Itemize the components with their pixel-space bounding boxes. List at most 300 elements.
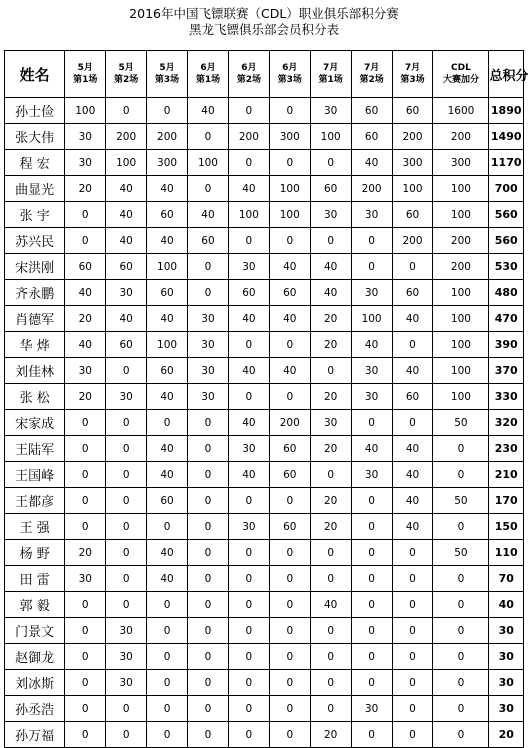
table-row bbox=[5, 332, 524, 358]
score-cell: 30 bbox=[106, 280, 147, 306]
total-score-cell: 210 bbox=[489, 462, 524, 488]
score-cell: 0 bbox=[310, 150, 351, 176]
column-header-round bbox=[310, 51, 351, 98]
score-cell: 60 bbox=[269, 436, 310, 462]
total-score-cell: 1490 bbox=[489, 124, 524, 150]
score-cell: 20 bbox=[65, 384, 106, 410]
column-header-total: 总积分 bbox=[489, 51, 524, 98]
column-header-round bbox=[228, 51, 269, 98]
score-cell: 40 bbox=[392, 358, 433, 384]
score-cell: 0 bbox=[269, 98, 310, 124]
score-cell: 40 bbox=[310, 592, 351, 618]
total-score-cell: 40 bbox=[489, 592, 524, 618]
score-cell: 0 bbox=[351, 644, 392, 670]
table-row bbox=[5, 540, 524, 566]
member-name-cell: 张 宇 bbox=[5, 202, 65, 228]
score-cell: 300 bbox=[433, 150, 489, 176]
member-name-cell: 孙万福 bbox=[5, 722, 65, 748]
column-header-round-label: 第3场 bbox=[277, 75, 302, 85]
column-header-round bbox=[106, 51, 147, 98]
page-title: 2016年中国飞镖联赛（CDL）职业俱乐部积分赛 bbox=[129, 6, 399, 21]
score-cell: 60 bbox=[147, 202, 188, 228]
score-cell: 0 bbox=[392, 670, 433, 696]
score-cell: 100 bbox=[433, 202, 489, 228]
score-cell: 0 bbox=[65, 618, 106, 644]
total-score-cell: 370 bbox=[489, 358, 524, 384]
score-cell: 30 bbox=[351, 280, 392, 306]
score-cell: 0 bbox=[433, 618, 489, 644]
score-cell: 0 bbox=[188, 566, 229, 592]
score-cell: 100 bbox=[433, 306, 489, 332]
member-name-cell: 苏兴民 bbox=[5, 228, 65, 254]
score-cell: 30 bbox=[228, 436, 269, 462]
score-cell: 0 bbox=[269, 618, 310, 644]
score-cell: 200 bbox=[106, 124, 147, 150]
table-row bbox=[5, 384, 524, 410]
score-cell: 40 bbox=[188, 202, 229, 228]
score-cell: 20 bbox=[310, 332, 351, 358]
score-cell: 20 bbox=[310, 488, 351, 514]
table-row bbox=[5, 176, 524, 202]
score-cell: 30 bbox=[106, 618, 147, 644]
table-body bbox=[5, 98, 524, 748]
score-cell: 0 bbox=[351, 514, 392, 540]
score-cell: 100 bbox=[392, 176, 433, 202]
score-cell: 40 bbox=[147, 384, 188, 410]
score-cell: 30 bbox=[351, 358, 392, 384]
member-name-cell: 宋家成 bbox=[5, 410, 65, 436]
column-header-round-label: 第1场 bbox=[318, 75, 343, 85]
score-cell: 50 bbox=[433, 410, 489, 436]
total-score-cell: 20 bbox=[489, 722, 524, 748]
score-cell: 0 bbox=[188, 280, 229, 306]
score-cell: 30 bbox=[65, 150, 106, 176]
member-name-cell: 郭 毅 bbox=[5, 592, 65, 618]
table-row bbox=[5, 306, 524, 332]
score-cell: 30 bbox=[351, 384, 392, 410]
score-cell: 0 bbox=[392, 592, 433, 618]
score-cell: 60 bbox=[351, 124, 392, 150]
score-cell: 0 bbox=[310, 228, 351, 254]
score-cell: 0 bbox=[392, 618, 433, 644]
column-header-month: 5月 bbox=[77, 63, 93, 73]
column-header-month: 6月 bbox=[241, 63, 257, 73]
score-cell: 0 bbox=[188, 254, 229, 280]
score-cell: 200 bbox=[433, 228, 489, 254]
score-cell: 0 bbox=[65, 436, 106, 462]
column-header-month: 6月 bbox=[282, 63, 298, 73]
score-cell: 0 bbox=[228, 566, 269, 592]
member-name-cell: 华 烨 bbox=[5, 332, 65, 358]
score-cell: 60 bbox=[228, 280, 269, 306]
score-cell: 60 bbox=[269, 514, 310, 540]
score-cell: 60 bbox=[392, 384, 433, 410]
score-cell: 0 bbox=[433, 566, 489, 592]
score-cell: 200 bbox=[433, 124, 489, 150]
score-cell: 0 bbox=[392, 254, 433, 280]
score-cell: 40 bbox=[147, 436, 188, 462]
member-name-cell: 程 宏 bbox=[5, 150, 65, 176]
score-cell: 0 bbox=[65, 722, 106, 748]
score-cell: 30 bbox=[65, 358, 106, 384]
table-row bbox=[5, 488, 524, 514]
score-cell: 100 bbox=[228, 202, 269, 228]
score-cell: 40 bbox=[351, 332, 392, 358]
score-cell: 40 bbox=[106, 176, 147, 202]
member-name-cell: 刘佳林 bbox=[5, 358, 65, 384]
score-cell: 0 bbox=[433, 670, 489, 696]
table-row bbox=[5, 98, 524, 124]
score-cell: 0 bbox=[351, 722, 392, 748]
score-cell: 0 bbox=[351, 254, 392, 280]
score-cell: 0 bbox=[147, 410, 188, 436]
score-cell: 40 bbox=[269, 306, 310, 332]
score-cell: 200 bbox=[269, 410, 310, 436]
score-cell: 0 bbox=[269, 150, 310, 176]
table-row bbox=[5, 644, 524, 670]
score-cell: 0 bbox=[351, 228, 392, 254]
total-score-cell: 390 bbox=[489, 332, 524, 358]
total-score-cell: 30 bbox=[489, 618, 524, 644]
score-cell: 100 bbox=[351, 306, 392, 332]
score-cell: 0 bbox=[392, 566, 433, 592]
table-row bbox=[5, 670, 524, 696]
table-row bbox=[5, 410, 524, 436]
member-name-cell: 赵御龙 bbox=[5, 644, 65, 670]
score-cell: 40 bbox=[228, 176, 269, 202]
score-cell: 0 bbox=[106, 358, 147, 384]
score-cell: 40 bbox=[65, 332, 106, 358]
member-name-cell: 宋洪刚 bbox=[5, 254, 65, 280]
score-cell: 300 bbox=[269, 124, 310, 150]
score-cell: 40 bbox=[147, 462, 188, 488]
column-header-month: 7月 bbox=[363, 63, 380, 73]
table-row bbox=[5, 566, 524, 592]
score-cell: 40 bbox=[147, 176, 188, 202]
score-cell: 30 bbox=[188, 384, 229, 410]
table-row bbox=[5, 124, 524, 150]
score-cell: 0 bbox=[351, 670, 392, 696]
score-cell: 0 bbox=[106, 436, 147, 462]
score-cell: 100 bbox=[147, 254, 188, 280]
score-cell: 0 bbox=[433, 696, 489, 722]
member-name-cell: 齐永鹏 bbox=[5, 280, 65, 306]
score-cell: 40 bbox=[310, 254, 351, 280]
score-cell: 30 bbox=[310, 98, 351, 124]
table-row bbox=[5, 358, 524, 384]
score-cell: 0 bbox=[106, 722, 147, 748]
score-cell: 0 bbox=[351, 488, 392, 514]
score-cell: 200 bbox=[147, 124, 188, 150]
column-header-round bbox=[188, 51, 229, 98]
member-name-cell: 张 松 bbox=[5, 384, 65, 410]
score-cell: 0 bbox=[351, 540, 392, 566]
score-cell: 40 bbox=[228, 410, 269, 436]
score-cell: 30 bbox=[106, 670, 147, 696]
score-cell: 0 bbox=[147, 696, 188, 722]
score-cell: 0 bbox=[188, 176, 229, 202]
score-cell: 0 bbox=[392, 644, 433, 670]
score-cell: 0 bbox=[228, 228, 269, 254]
score-cell: 0 bbox=[228, 384, 269, 410]
table-row bbox=[5, 592, 524, 618]
score-cell: 60 bbox=[351, 98, 392, 124]
member-name-cell: 杨 野 bbox=[5, 540, 65, 566]
total-score-cell: 530 bbox=[489, 254, 524, 280]
score-cell: 0 bbox=[310, 462, 351, 488]
score-cell: 0 bbox=[228, 150, 269, 176]
score-cell: 200 bbox=[433, 254, 489, 280]
score-cell: 0 bbox=[310, 670, 351, 696]
score-cell: 100 bbox=[433, 358, 489, 384]
score-cell: 0 bbox=[269, 488, 310, 514]
score-cell: 100 bbox=[65, 98, 106, 124]
score-cell: 60 bbox=[310, 176, 351, 202]
score-cell: 300 bbox=[147, 150, 188, 176]
score-cell: 0 bbox=[269, 540, 310, 566]
score-cell: 30 bbox=[351, 462, 392, 488]
score-cell: 0 bbox=[351, 566, 392, 592]
column-header-round bbox=[351, 51, 392, 98]
score-cell: 100 bbox=[147, 332, 188, 358]
member-name-cell: 肖德军 bbox=[5, 306, 65, 332]
score-cell: 40 bbox=[106, 228, 147, 254]
score-cell: 0 bbox=[65, 462, 106, 488]
score-cell: 30 bbox=[228, 514, 269, 540]
score-cell: 0 bbox=[188, 124, 229, 150]
score-cell: 60 bbox=[65, 254, 106, 280]
score-cell: 0 bbox=[228, 540, 269, 566]
score-cell: 30 bbox=[188, 358, 229, 384]
score-cell: 0 bbox=[392, 540, 433, 566]
score-cell: 0 bbox=[188, 488, 229, 514]
table-row bbox=[5, 514, 524, 540]
score-cell: 0 bbox=[228, 644, 269, 670]
score-cell: 0 bbox=[433, 644, 489, 670]
score-cell: 100 bbox=[188, 150, 229, 176]
score-cell: 40 bbox=[351, 150, 392, 176]
score-cell: 0 bbox=[228, 592, 269, 618]
score-cell: 0 bbox=[147, 644, 188, 670]
score-cell: 0 bbox=[433, 462, 489, 488]
total-score-cell: 30 bbox=[489, 644, 524, 670]
member-name-cell: 王陆军 bbox=[5, 436, 65, 462]
column-header-round bbox=[433, 51, 489, 98]
score-cell: 100 bbox=[106, 150, 147, 176]
table-row bbox=[5, 462, 524, 488]
score-cell: 0 bbox=[188, 644, 229, 670]
score-cell: 20 bbox=[310, 722, 351, 748]
score-cell: 40 bbox=[147, 228, 188, 254]
column-header-round-label: 第1场 bbox=[195, 75, 221, 85]
column-header-round bbox=[269, 51, 310, 98]
score-cell: 0 bbox=[188, 540, 229, 566]
score-cell: 0 bbox=[269, 644, 310, 670]
total-score-cell: 560 bbox=[489, 202, 524, 228]
score-cell: 0 bbox=[228, 332, 269, 358]
score-cell: 40 bbox=[269, 358, 310, 384]
score-cell: 40 bbox=[269, 254, 310, 280]
score-cell: 40 bbox=[392, 462, 433, 488]
total-score-cell: 30 bbox=[489, 670, 524, 696]
score-cell: 0 bbox=[188, 592, 229, 618]
score-cell: 30 bbox=[106, 384, 147, 410]
score-cell: 60 bbox=[392, 280, 433, 306]
score-cell: 0 bbox=[351, 618, 392, 644]
score-cell: 0 bbox=[65, 670, 106, 696]
score-cell: 0 bbox=[310, 358, 351, 384]
score-cell: 0 bbox=[433, 592, 489, 618]
score-cell: 0 bbox=[188, 696, 229, 722]
score-cell: 0 bbox=[228, 670, 269, 696]
score-cell: 100 bbox=[433, 332, 489, 358]
score-cell: 40 bbox=[392, 514, 433, 540]
member-name-cell: 曲显光 bbox=[5, 176, 65, 202]
score-cell: 0 bbox=[433, 514, 489, 540]
column-header-round-label: 第2场 bbox=[359, 75, 384, 85]
member-name-cell: 田 雷 bbox=[5, 566, 65, 592]
total-score-cell: 170 bbox=[489, 488, 524, 514]
score-cell: 40 bbox=[392, 306, 433, 332]
header-row bbox=[5, 51, 524, 98]
score-cell: 60 bbox=[147, 488, 188, 514]
score-cell: 100 bbox=[433, 280, 489, 306]
column-header-month: 7月 bbox=[323, 63, 339, 73]
score-cell: 0 bbox=[310, 696, 351, 722]
column-header-month: 5月 bbox=[118, 63, 134, 73]
score-cell: 20 bbox=[310, 306, 351, 332]
score-cell: 20 bbox=[310, 436, 351, 462]
score-cell: 0 bbox=[106, 592, 147, 618]
score-cell: 0 bbox=[106, 540, 147, 566]
member-name-cell: 门景文 bbox=[5, 618, 65, 644]
score-cell: 0 bbox=[228, 618, 269, 644]
score-cell: 30 bbox=[188, 306, 229, 332]
score-cell: 20 bbox=[65, 176, 106, 202]
score-cell: 0 bbox=[392, 410, 433, 436]
score-cell: 0 bbox=[310, 618, 351, 644]
member-name-cell: 王国峰 bbox=[5, 462, 65, 488]
score-cell: 300 bbox=[392, 150, 433, 176]
score-cell: 0 bbox=[269, 722, 310, 748]
column-header-month: CDL bbox=[451, 63, 471, 73]
table-title-block bbox=[0, 6, 528, 38]
score-cell: 0 bbox=[188, 462, 229, 488]
score-cell: 0 bbox=[269, 696, 310, 722]
score-cell: 30 bbox=[65, 124, 106, 150]
column-header-month: 6月 bbox=[200, 63, 216, 73]
column-header-round-label: 第1场 bbox=[73, 75, 98, 85]
score-cell: 30 bbox=[106, 644, 147, 670]
table-row bbox=[5, 696, 524, 722]
score-cell: 60 bbox=[147, 280, 188, 306]
column-header-month: 7月 bbox=[404, 63, 421, 73]
total-score-cell: 330 bbox=[489, 384, 524, 410]
score-cell: 40 bbox=[65, 280, 106, 306]
score-cell: 100 bbox=[269, 176, 310, 202]
score-cell: 0 bbox=[433, 722, 489, 748]
total-score-cell: 70 bbox=[489, 566, 524, 592]
total-score-cell: 230 bbox=[489, 436, 524, 462]
table-row bbox=[5, 722, 524, 748]
score-cell: 100 bbox=[269, 202, 310, 228]
score-cell: 0 bbox=[269, 332, 310, 358]
score-cell: 30 bbox=[310, 410, 351, 436]
score-cell: 1600 bbox=[433, 98, 489, 124]
score-cell: 0 bbox=[147, 722, 188, 748]
score-cell: 100 bbox=[310, 124, 351, 150]
column-header-round bbox=[147, 51, 188, 98]
score-cell: 0 bbox=[147, 514, 188, 540]
score-cell: 50 bbox=[433, 540, 489, 566]
column-header-round-label: 第3场 bbox=[154, 75, 180, 85]
column-header-round bbox=[65, 51, 106, 98]
member-name-cell: 王都彦 bbox=[5, 488, 65, 514]
score-cell: 40 bbox=[228, 462, 269, 488]
score-cell: 40 bbox=[147, 540, 188, 566]
score-cell: 40 bbox=[147, 566, 188, 592]
score-cell: 0 bbox=[188, 618, 229, 644]
column-header-round-label: 大赛加分 bbox=[442, 75, 479, 85]
score-cell: 30 bbox=[65, 566, 106, 592]
score-cell: 0 bbox=[351, 410, 392, 436]
member-name-cell: 王 强 bbox=[5, 514, 65, 540]
score-cell: 0 bbox=[228, 488, 269, 514]
score-cell: 0 bbox=[65, 228, 106, 254]
score-cell: 40 bbox=[106, 306, 147, 332]
score-cell: 0 bbox=[65, 202, 106, 228]
score-cell: 0 bbox=[65, 592, 106, 618]
score-cell: 0 bbox=[65, 488, 106, 514]
table-row bbox=[5, 618, 524, 644]
score-cell: 0 bbox=[147, 618, 188, 644]
score-cell: 0 bbox=[188, 722, 229, 748]
score-cell: 0 bbox=[106, 566, 147, 592]
score-cell: 0 bbox=[228, 696, 269, 722]
score-cell: 0 bbox=[310, 644, 351, 670]
score-cell: 60 bbox=[188, 228, 229, 254]
total-score-cell: 1890 bbox=[489, 98, 524, 124]
score-cell: 200 bbox=[351, 176, 392, 202]
score-cell: 40 bbox=[351, 436, 392, 462]
column-header-round-label: 第3场 bbox=[400, 75, 425, 85]
score-cell: 0 bbox=[269, 592, 310, 618]
score-cell: 60 bbox=[392, 202, 433, 228]
score-cell: 0 bbox=[106, 98, 147, 124]
score-cell: 0 bbox=[269, 566, 310, 592]
score-cell: 0 bbox=[65, 514, 106, 540]
score-cell: 0 bbox=[65, 410, 106, 436]
score-cell: 0 bbox=[188, 436, 229, 462]
score-cell: 60 bbox=[269, 280, 310, 306]
total-score-cell: 480 bbox=[489, 280, 524, 306]
page-subtitle: 黑龙飞镖俱乐部会员积分表 bbox=[188, 22, 339, 37]
score-cell: 0 bbox=[392, 332, 433, 358]
score-cell: 20 bbox=[65, 540, 106, 566]
score-cell: 100 bbox=[433, 176, 489, 202]
member-name-cell: 孙士俭 bbox=[5, 98, 65, 124]
score-cell: 0 bbox=[65, 696, 106, 722]
score-cell: 0 bbox=[392, 696, 433, 722]
score-cell: 200 bbox=[392, 124, 433, 150]
score-cell: 0 bbox=[188, 670, 229, 696]
score-cell: 0 bbox=[310, 540, 351, 566]
member-name-cell: 孙丞浩 bbox=[5, 696, 65, 722]
score-cell: 30 bbox=[188, 332, 229, 358]
member-name-cell: 张大伟 bbox=[5, 124, 65, 150]
score-cell: 0 bbox=[228, 98, 269, 124]
score-cell: 0 bbox=[392, 722, 433, 748]
